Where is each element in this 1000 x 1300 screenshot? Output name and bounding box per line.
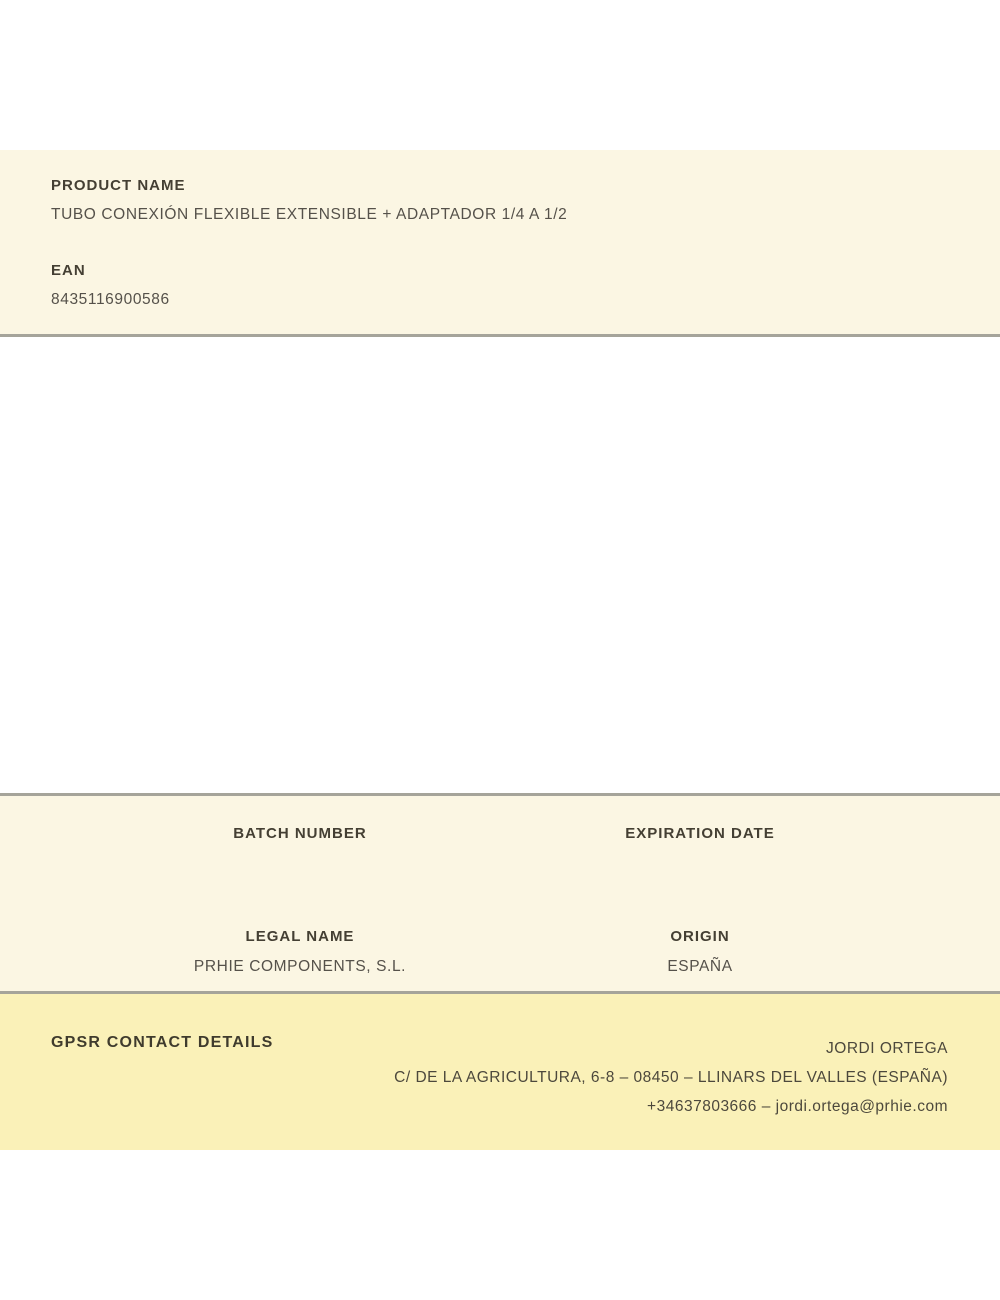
- batch-section: [0, 793, 1000, 994]
- product-name-value: TUBO CONEXIÓN FLEXIBLE EXTENSIBLE + ADAPTADOR 1/4 A 1/2: [51, 206, 568, 223]
- gpsr-contact-details-label: GPSR CONTACT DETAILS: [51, 1034, 274, 1051]
- ean-label: EAN: [51, 262, 86, 279]
- batch-grid: [100, 825, 900, 976]
- origin-cell: [500, 928, 900, 976]
- product-name-field: [51, 177, 950, 224]
- gpsr-contact-address: C/ DE LA AGRICULTURA, 6-8 – 08450 – LLINARS DEL VALLES (ESPAÑA): [394, 1069, 948, 1086]
- ean-field: [51, 262, 950, 309]
- origin-value: ESPAÑA: [667, 958, 733, 975]
- legal-name-label: LEGAL NAME: [245, 928, 355, 945]
- ean-value: 8435116900586: [51, 291, 170, 308]
- origin-label: ORIGIN: [670, 928, 730, 945]
- expiration-date-label: EXPIRATION DATE: [625, 825, 775, 842]
- product-name-label: PRODUCT NAME: [51, 177, 186, 194]
- legal-name-cell: [100, 928, 500, 976]
- product-section: [0, 150, 1000, 337]
- gpsr-contact-block: [394, 1034, 948, 1121]
- gpsr-section: [0, 994, 1000, 1150]
- legal-name-value: PRHIE COMPONENTS, S.L.: [193, 958, 407, 975]
- gpsr-contact-name: JORDI ORTEGA: [826, 1040, 948, 1057]
- gpsr-contact-phone-email: +34637803666 – jordi.ortega@prhie.com: [647, 1098, 948, 1115]
- expiration-date-cell: [500, 825, 900, 854]
- batch-number-label: BATCH NUMBER: [233, 825, 367, 842]
- batch-number-cell: [100, 825, 500, 854]
